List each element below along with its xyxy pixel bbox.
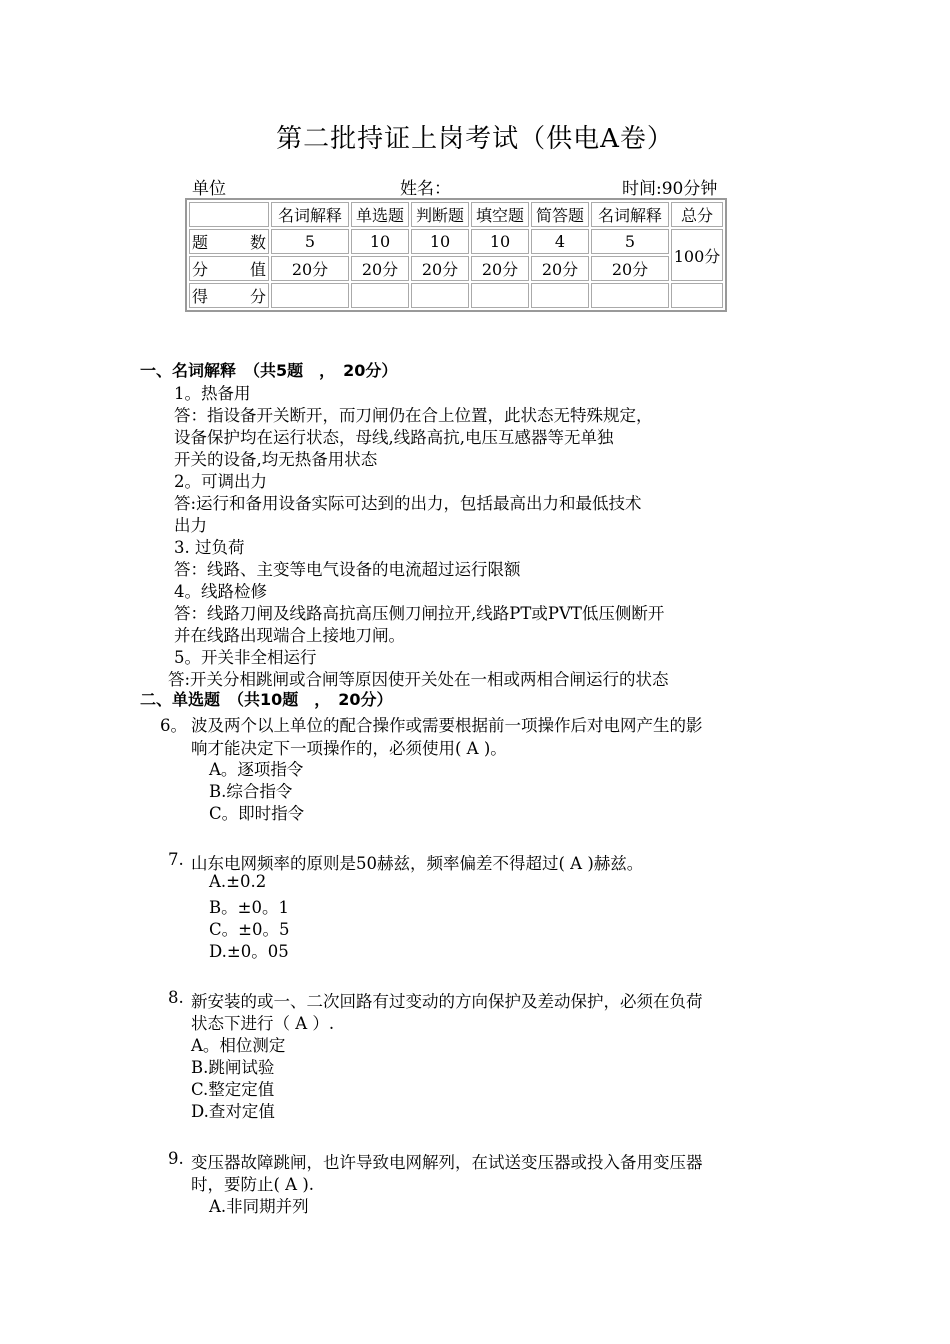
section1-line: 答:运行和备用设备实际可达到的出力，包括最高出力和最低技术: [174, 494, 642, 513]
question-text: 时，要防止( A ).: [191, 1175, 315, 1194]
option: D.±0。05: [209, 942, 289, 961]
score-input-cell: [411, 283, 469, 308]
table-cell: 20分: [471, 256, 529, 281]
section1-heading: 一、名词解释 （共5题 ， 20分）: [140, 361, 398, 380]
table-cell: 10: [351, 229, 409, 254]
header-cell: 名词解释: [591, 202, 669, 227]
question-text: 变压器故障跳闸，也许导致电网解列，在试送变压器或投入备用变压器: [191, 1153, 703, 1172]
option: C.整定定值: [191, 1080, 275, 1099]
table-cell: 10: [411, 229, 469, 254]
page-title: 第二批持证上岗考试（供电A卷）: [276, 124, 674, 154]
question-text: 波及两个以上单位的配合操作或需要根据前一项操作后对电网产生的影: [191, 716, 703, 735]
option: A.±0.2: [209, 872, 267, 891]
table-cell: 10: [471, 229, 529, 254]
option: A。逐项指令: [209, 760, 304, 779]
time-label: 时间:90分钟: [622, 179, 718, 199]
name-blank: [451, 180, 547, 199]
section2-heading: 二、单选题 （共10题 ， 20分）: [140, 690, 393, 709]
score-input-cell: [531, 283, 589, 308]
table-cell: 20分: [271, 256, 349, 281]
table-cell: 20分: [591, 256, 669, 281]
header-cell: 简答题: [531, 202, 589, 227]
question-number: 8.: [168, 988, 184, 1007]
header-cell: 名词解释: [271, 202, 349, 227]
score-table-row-count: [189, 229, 723, 254]
score-input-cell: [591, 283, 669, 308]
question-text: 状态下进行（ A ）.: [191, 1014, 335, 1033]
header-cell-total: 总分: [671, 202, 723, 227]
row-label: 分 值: [189, 256, 269, 281]
option: C。±0。5: [209, 920, 290, 939]
row-label: 题 数: [189, 229, 269, 254]
score-input-cell: [471, 283, 529, 308]
section1-line: 答：线路刀闸及线路高抗高压侧刀闸拉开,线路PT或PVT低压侧断开: [174, 604, 665, 623]
section1-line: 1。热备用: [174, 384, 251, 403]
table-cell: 5: [271, 229, 349, 254]
section1-line: 5。开关非全相运行: [174, 648, 317, 667]
section1-line: 开关的设备,均无热备用状态: [174, 450, 378, 469]
section1-line: 2。可调出力: [174, 472, 267, 491]
score-table-row-score: [189, 283, 723, 308]
question-number: 9.: [168, 1149, 184, 1168]
score-table-row-points: [189, 256, 723, 281]
unit-field: [192, 174, 396, 199]
option: B.综合指令: [209, 782, 293, 801]
unit-blank: [226, 180, 396, 199]
question-text: 山东电网频率的原则是50赫兹，频率偏差不得超过( A )赫兹。: [191, 854, 644, 873]
table-cell: 20分: [411, 256, 469, 281]
header-cell: 判断题: [411, 202, 469, 227]
section1-line: 并在线路出现端合上接地刀闸。: [174, 626, 405, 645]
section1-line: 答：指设备开关断开，而刀闸仍在合上位置，此状态无特殊规定，: [174, 406, 653, 425]
option: B。±0。1: [209, 898, 289, 917]
option: B.跳闸试验: [191, 1058, 275, 1077]
total-cell: 100分: [671, 229, 723, 281]
score-table-header-row: [189, 202, 723, 227]
option: C。即时指令: [209, 804, 305, 823]
score-table: [185, 198, 727, 312]
table-cell: 20分: [351, 256, 409, 281]
header-cell-blank: [189, 202, 269, 227]
score-input-cell: [671, 283, 723, 308]
section1-line: 出力: [174, 516, 207, 535]
option: A.非同期并列: [209, 1197, 309, 1216]
header-cell: 填空题: [471, 202, 529, 227]
name-label: 姓名：: [400, 179, 451, 199]
section1-line: 答：线路、主变等电气设备的电流超过运行限额: [174, 560, 521, 579]
header-cell: 单选题: [351, 202, 409, 227]
section1-line: 4。线路检修: [174, 582, 267, 601]
table-cell: 4: [531, 229, 589, 254]
option: A。相位测定: [191, 1036, 286, 1055]
table-cell: 20分: [531, 256, 589, 281]
unit-label: 单位: [192, 179, 226, 199]
question-number: 7.: [168, 850, 184, 869]
row-label: 得 分: [189, 283, 269, 308]
name-field: [400, 174, 547, 199]
score-input-cell: [351, 283, 409, 308]
table-cell: 5: [591, 229, 669, 254]
question-text: 新安装的或一、二次回路有过变动的方向保护及差动保护，必须在负荷: [191, 992, 703, 1011]
section1-line: 设备保护均在运行状态，母线,线路高抗,电压互感器等无单独: [174, 428, 614, 447]
section1-line: 3. 过负荷: [174, 538, 245, 557]
section1-line: 答:开关分相跳闸或合闸等原因使开关处在一相或两相合闸运行的状态: [168, 670, 669, 689]
question-number: 6。: [160, 716, 187, 735]
score-input-cell: [271, 283, 349, 308]
option: D.查对定值: [191, 1102, 275, 1121]
question-text: 响才能决定下一项操作的，必须使用( A )。: [191, 739, 507, 758]
